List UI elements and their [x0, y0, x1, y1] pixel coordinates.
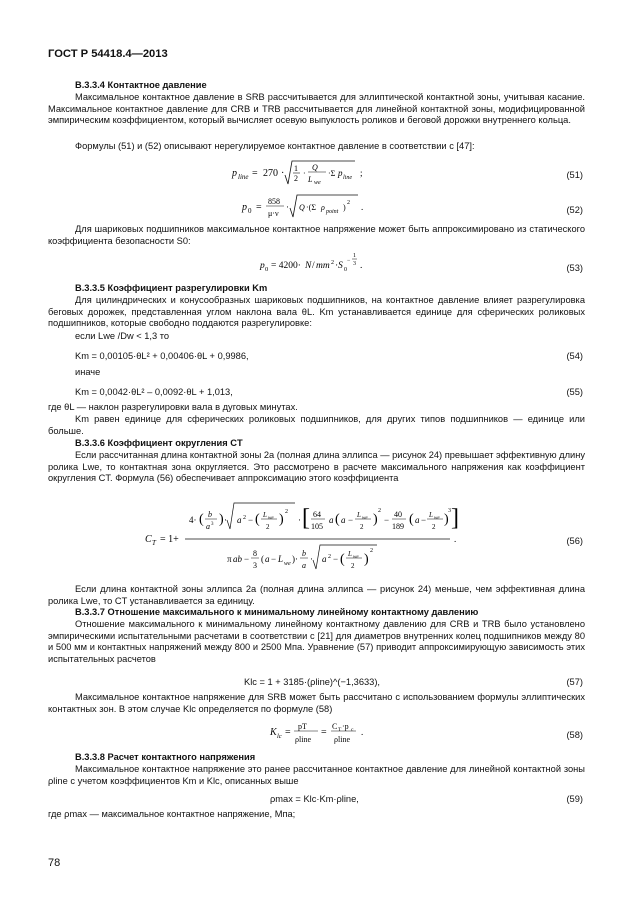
- section-heading-b338: B.3.3.8 Расчет контактного напряжения: [75, 752, 256, 762]
- svg-text:ρ: ρ: [321, 203, 325, 212]
- svg-text:2: 2: [328, 554, 331, 560]
- paragraph: Если длина контактной зоны эллипса 2а (полная длина эллипса — рисунок 24) меньше, чем эффективная длина ролика Lwe, то CT устанавливается за единицу.: [48, 584, 585, 606]
- paragraph: Максимальное контактное давление в SRB рассчитывается для эллиптической контактной зоны, учитывая касание. Максимальное контактное давление для CRB и TRB рассчитывается для линейной контактной зоны, модифицированной эмпирическим коэффициентом, который вычисляет осевую выпуклость роликов и беговой дорожки внутреннего кольца.: [48, 92, 585, 126]
- svg-text:·: ·: [281, 168, 285, 179]
- svg-text:N: N: [305, 261, 312, 271]
- svg-text:·: ·: [224, 515, 227, 525]
- svg-text:40: 40: [394, 510, 402, 519]
- svg-text:0: 0: [265, 266, 269, 273]
- equation-number: (58): [566, 730, 583, 740]
- svg-text:L: L: [348, 550, 352, 558]
- svg-text:·Σ: ·Σ: [328, 169, 336, 178]
- svg-text:L: L: [429, 511, 433, 519]
- svg-text:−: −: [248, 515, 254, 525]
- svg-text:(: (: [340, 552, 345, 567]
- svg-text:): ): [343, 203, 346, 212]
- equation-number: (56): [566, 536, 583, 546]
- svg-text:=: =: [321, 727, 327, 738]
- svg-text:a: a: [415, 515, 420, 525]
- svg-text:line: line: [343, 175, 352, 181]
- svg-text:(: (: [335, 512, 340, 527]
- svg-text:we: we: [353, 555, 359, 560]
- page-number: 78: [48, 857, 61, 869]
- svg-text:we: we: [362, 516, 368, 521]
- svg-text:p: p: [260, 261, 265, 271]
- paragraph: Максимальное контактное напряжение для SRB может быть рассчитано с использованием формулы эллиптических контактных зон. В этом случае Klc определяется по формуле (58): [48, 692, 585, 714]
- svg-text:S: S: [338, 261, 343, 271]
- svg-text:= 1+: = 1+: [160, 534, 179, 545]
- svg-text:2: 2: [285, 509, 288, 515]
- svg-text:L: L: [263, 511, 267, 519]
- svg-text:2: 2: [432, 523, 436, 531]
- equation-number: (51): [566, 170, 583, 180]
- svg-text:=: =: [252, 168, 258, 179]
- equation-number: (55): [566, 387, 583, 397]
- equation-number: (52): [566, 205, 583, 215]
- svg-text:a: a: [237, 515, 242, 525]
- svg-text:2: 2: [378, 508, 381, 514]
- svg-text:·: ·: [286, 202, 289, 212]
- svg-text:Q: Q: [299, 203, 305, 212]
- svg-text:): ): [219, 512, 224, 527]
- svg-text:): ): [444, 512, 449, 527]
- paragraph: Для шариковых подшипников максимальное контактное напряжение может быть аппроксимировано из статического коэффициента безопасности S0:: [48, 224, 585, 246]
- formula-52: [240, 193, 370, 221]
- paragraph: Km равен единице для сферических роликовых подшипников, для других типов подшипников — единице или больше.: [48, 414, 585, 436]
- svg-text:64: 64: [313, 510, 321, 519]
- formula-54: Km = 0,00105·θL² + 0,00406·θL + 0,9986,: [75, 351, 249, 361]
- standard-id: ГОСТ Р 54418.4—2013: [48, 48, 168, 60]
- paragraph: Отношение максимального к минимальному линейному контактному давлению для CRB и TRB было установлено эмпирическими испытательными расчетами в соответствии с [21] для диаметров внутренних колец подшипников между 80 и 500 мм и контактных напряжений между 800 и 2500 Мпа. Уравнение (57) приводит аппроксимирующую зависимость этих испытательных расчетов: [48, 619, 585, 664]
- equation-number: (53): [566, 263, 583, 273]
- svg-text:1: 1: [353, 253, 356, 259]
- svg-text:ρline: ρline: [295, 735, 311, 744]
- svg-text:we: we: [268, 516, 274, 521]
- svg-text:b: b: [302, 549, 306, 558]
- svg-text:pT: pT: [298, 722, 307, 731]
- svg-text:L: L: [357, 511, 361, 519]
- svg-text:(: (: [261, 554, 264, 564]
- svg-text:(: (: [199, 512, 204, 527]
- svg-text:line: line: [238, 173, 249, 181]
- svg-text:a: a: [341, 515, 346, 525]
- svg-text:270: 270: [263, 168, 278, 179]
- svg-text:−: −: [244, 554, 250, 564]
- svg-text:;: ;: [360, 168, 363, 178]
- svg-text:p: p: [338, 168, 343, 178]
- paragraph: Максимальное контактное напряжение это ранее рассчитанное контактное давление для линейной контактной зоны ρline с учетом коэффициентов Km и Klc, описанных выше: [48, 764, 585, 786]
- svg-text:)·: )·: [292, 554, 298, 564]
- svg-text:2: 2: [266, 523, 270, 531]
- svg-text:−: −: [384, 515, 390, 525]
- svg-text:p: p: [232, 168, 237, 179]
- paragraph: Формулы (51) и (52) описывают нерегулируемое контактное давление в соответствии с [47]:: [75, 141, 475, 151]
- paragraph: Для цилиндрических и конусообразных шариковых подшипников, на контактное давление влияет разрегулировка беговых дорожек, представленная углом наклона вала θL. Km устанавливается единице для сферических роликовых подшипников, которые свободно поддаются разрегулировке:: [48, 295, 585, 329]
- svg-text:.: .: [454, 534, 457, 544]
- svg-text:we: we: [314, 180, 321, 186]
- svg-text:−: −: [271, 554, 277, 564]
- svg-text:=: =: [256, 202, 262, 213]
- svg-text:4·: 4·: [189, 515, 197, 525]
- svg-text:.: .: [361, 202, 364, 212]
- section-heading-b335: B.3.3.5 Коэффициент разрегулировки Km: [75, 283, 268, 293]
- formula-53: [258, 250, 368, 274]
- svg-text:]: ]: [451, 505, 459, 531]
- variable-definition: где ρmax — максимальное контактное напряжение, Мпа;: [48, 809, 296, 819]
- equation-number: (59): [566, 794, 583, 804]
- formula-59: ρmax = Klc·Km·ρline,: [270, 794, 359, 804]
- svg-text:·: ·: [335, 261, 339, 271]
- svg-text:L: L: [308, 175, 313, 184]
- svg-text:point: point: [326, 209, 339, 215]
- svg-text:/: /: [312, 261, 315, 271]
- formula-55: Km = 0,0042·θL² – 0,0092·θL + 1,013,: [75, 387, 233, 397]
- svg-text:−: −: [333, 554, 339, 564]
- svg-text:): ): [373, 512, 378, 527]
- svg-text:2: 2: [243, 515, 246, 521]
- svg-text:.: .: [361, 727, 364, 737]
- svg-text:a: a: [322, 554, 327, 564]
- svg-text:189: 189: [392, 522, 404, 531]
- svg-text:.: .: [360, 261, 363, 271]
- svg-text:2: 2: [370, 548, 373, 554]
- svg-text:·: ·: [303, 169, 306, 178]
- svg-text:0: 0: [248, 207, 252, 215]
- svg-text:(: (: [255, 512, 260, 527]
- formula-51: [230, 158, 370, 188]
- svg-text:μ·ν: μ·ν: [268, 209, 279, 218]
- svg-text:L: L: [278, 554, 284, 564]
- svg-text:we: we: [284, 561, 291, 567]
- equation-number: (57): [566, 677, 583, 687]
- svg-text:π: π: [227, 554, 232, 564]
- svg-text:mm: mm: [316, 261, 330, 271]
- svg-text:c: c: [351, 727, 354, 733]
- section-heading-b334: B.3.3.4 Контактное давление: [75, 80, 207, 90]
- svg-text:): ): [364, 552, 369, 567]
- svg-text:3: 3: [353, 261, 356, 267]
- section-heading-b337: B.3.3.7 Отношение максимального к минимальному линейному контактному давлению: [75, 607, 479, 617]
- svg-text:3: 3: [253, 561, 257, 570]
- svg-text:=: =: [285, 727, 291, 738]
- paragraph: Если рассчитанная длина контактной зоны 2а (полная длина эллипса — рисунок 24) превышает эффективную длину ролика Lwe, то контактная зона округляется. Это рассмотрено в расчете максимального напряжения как коэффициент округления CT. Формула (56) обеспечивает аппроксимацию этого коэффициента: [48, 450, 585, 484]
- svg-text:105: 105: [311, 522, 323, 531]
- svg-text:3: 3: [448, 508, 451, 514]
- condition-text: если Lwe /Dw < 1,3 то: [75, 331, 170, 341]
- formula-57: Klc = 1 + 3185·(ρline)^(−1,3633),: [244, 677, 381, 687]
- svg-text:858: 858: [268, 197, 280, 206]
- formula-58: [268, 718, 378, 746]
- svg-text:a: a: [206, 522, 210, 531]
- formula-56: [145, 485, 465, 580]
- svg-text:a: a: [302, 561, 306, 570]
- svg-text:ab: ab: [233, 554, 242, 564]
- equation-number: (54): [566, 351, 583, 361]
- svg-text:a: a: [265, 554, 270, 564]
- svg-text:2: 2: [351, 562, 355, 570]
- svg-text:lc: lc: [277, 733, 282, 740]
- svg-text:2: 2: [294, 174, 298, 183]
- svg-text:T: T: [152, 539, 156, 547]
- svg-text:2: 2: [360, 523, 364, 531]
- svg-text:[: [: [302, 505, 310, 531]
- svg-text:−: −: [421, 515, 427, 525]
- svg-text:): ): [279, 512, 284, 527]
- svg-text:2: 2: [347, 200, 350, 206]
- svg-text:−: −: [348, 515, 354, 525]
- svg-text:p: p: [242, 202, 247, 213]
- svg-text:we: we: [434, 516, 440, 521]
- svg-text:K: K: [270, 727, 277, 738]
- svg-text:(: (: [409, 512, 414, 527]
- svg-text:−: −: [347, 258, 351, 264]
- svg-text:ρline: ρline: [334, 735, 350, 744]
- svg-text:8: 8: [253, 549, 257, 558]
- svg-text:C: C: [145, 534, 152, 545]
- svg-text:·(Σ: ·(Σ: [306, 203, 316, 212]
- svg-text:a: a: [329, 515, 334, 525]
- svg-text:2: 2: [331, 260, 334, 266]
- section-heading-b336: B.3.3.6 Коэффициент округления CT: [75, 438, 243, 448]
- svg-text:·: ·: [310, 554, 313, 564]
- svg-text:b: b: [208, 510, 212, 519]
- svg-text:Q: Q: [312, 163, 318, 172]
- variable-definition: где θL — наклон разрегулировки вала в дуговых минутах.: [48, 402, 298, 412]
- svg-text:C: C: [332, 722, 338, 731]
- svg-text:3: 3: [211, 522, 214, 527]
- svg-text:0: 0: [344, 267, 347, 273]
- svg-text:T: T: [338, 727, 342, 733]
- svg-text:1: 1: [294, 164, 298, 173]
- condition-text: иначе: [75, 367, 101, 377]
- svg-text:= 4200·: = 4200·: [271, 261, 301, 271]
- svg-text:·: ·: [298, 515, 301, 525]
- svg-text:·p: ·p: [342, 722, 349, 731]
